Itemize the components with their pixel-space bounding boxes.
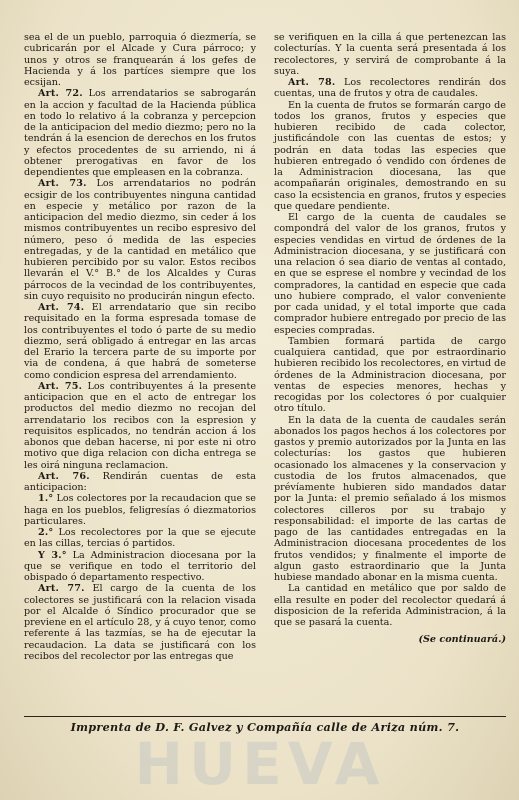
continuation-note: (Se continuará.) (418, 634, 506, 646)
paragraph-text: Los arrendatarios se sabrogarán en la accion y facultad de la Hacienda pública en todo lo relativo á la cobranza y percepcion de la anticipacion del medio diezmo; pero no la tendrán á la esencion de derechos en los frutos y efectos procedentes de su arriendo, ni á obtener prerogativas en favor de los dependientes que empleasen en la cobranza. (24, 88, 256, 178)
paragraph-text: El arrendatario que sin recibo requisitado en la forma espresada tomase de los contribuyentes el todo ó parte de su medio diezmo, será obligado á entregar en las arcas del Erario la tercera parte de su importe por via de condena, á que habrá de someterse como condicion espresa del arrendamiento. (24, 302, 256, 381)
paragraph (274, 336, 506, 415)
paragraph-text: Los recolectores rendirán dos cuentas, una de frutos y otra de caudales. (274, 77, 506, 100)
paragraph (274, 415, 506, 584)
paragraph (24, 493, 256, 527)
paragraph (274, 212, 506, 336)
article-number: Art. 72. (38, 88, 83, 100)
paragraph (24, 527, 256, 550)
article-number: Art. 74. (38, 302, 85, 313)
paragraph (274, 32, 506, 77)
paragraph (24, 381, 256, 471)
paragraph-text: Los recolectores por la que se ejecute en las cillas, tercias ó partidos. (24, 527, 256, 550)
paragraph-text: Los colectores por la recaudacion que se haga en los pueblos, feligresías ó diezmatorios particulares. (24, 493, 256, 527)
paragraph-text: Los contribuyentes á la presente anticipacion que en el acto de entregar los productos del medio diezmo no recojan del arrendatario los recibos con la espresion y requisitos esplicados, no tendrán accion á los abonos que deban hacerse, ni por este ni otro motivo que diga relacion con dicha entrega se les oirá ninguna reclamacion. (24, 380, 256, 471)
paragraph-text: El cargo de la cuenta de los colectores se justificará con la relacion visada por el Alcalde ó Síndico procurador que se previene en el artículo 28, y á cuyo tenor, como referente á las tazmías, se ha de ejecutar la recaudacion. La data se justificará con los recibos del recolector por las entregas que (24, 583, 256, 662)
paragraph (274, 100, 506, 213)
paragraph (24, 550, 256, 584)
paragraph-text: La cantidad en metálico que por saldo de ella resulte en poder del recolector quedará á disposicion de la referida Administracion, á la que se pasará la cuenta. (274, 583, 506, 628)
article-number: Art. 75. (38, 380, 83, 392)
paragraph-text: sea el de un pueblo, parroquia ó diezmería, se cubricarán por el Alcade y Cura párroco; y unos y otros se franquearán á los gefes de Hacienda y á los partíces siempre que los ecsijan. (24, 32, 256, 88)
paragraph-text: En la cuenta de frutos se formarán cargo de todos los granos, frutos y especies que hubieren recibido de cada colector, justificándole con las cuentas de estos; y podrán en data todas las especies que hubieren entregado ó vendido con órdenes de la Administracion diocesana, las que acompañarán originales, demostrando en su caso la ecsistencia en granos, frutos y especies que quedare pendiente. (274, 99, 506, 212)
paragraph-text: Tambien formará partida de cargo cualquiera cantidad, que por estraordinario hubieren recibido los recolectores, en virtud de órdenes de la Administracion diocesana, por ventas de especies menores, hechas y recogidas por los colectores ó por cualquier otro título. (274, 335, 506, 415)
paragraph (24, 32, 256, 88)
paragraph-text: En la data de la cuenta de caudales serán abonados los pagos hechos á los colectores por gastos y premio autorizados por la Junta en las colecturías: los gastos que hubieren ocasionado los almacenes y la conservacion y custodia de los frutos almacenados, que prévíamente hubieren sido mandados datar por la Junta: el premio señalado á los mismos colectores cilleros por su trabajo y responsabilidad: el importe de las cartas de pago de las cantidades entregadas en la Administracion diocesana procedentes de los frutos vendidos; y finalmente el importe de algun gasto estraordinario que la Junta hubiese mandado abonar en la misma cuenta. (274, 414, 506, 583)
paragraph (24, 471, 256, 494)
paragraph (24, 302, 256, 381)
paragraph (24, 583, 256, 662)
article-number: 2.° (38, 527, 54, 538)
article-number: Art. 73. (38, 178, 87, 190)
article-number: Art. 77. (38, 583, 85, 595)
paragraph (274, 77, 506, 100)
article-number: Art. 76. (38, 470, 90, 482)
article-number: Y 3.° (38, 549, 67, 561)
paragraph (274, 583, 506, 628)
imprint-line: Imprenta de D. F. Galvez y Compañía calle de Ariza núm. 7. (70, 720, 460, 734)
paragraph-text: La Administracion diocesana por la que se verifique en todo el territorio del obispado ó departamento respectivo. (24, 549, 256, 583)
paragraph (24, 178, 256, 302)
right-column (274, 32, 506, 646)
paragraph-text: Rendirán cuentas de esta anticipacion: (24, 470, 256, 493)
paragraph (24, 88, 256, 178)
article-number: Art. 78. (288, 77, 336, 88)
footer-rule (24, 716, 506, 717)
left-column (24, 32, 256, 662)
watermark-logo: HUEVA (134, 730, 386, 798)
paragraph-text: El cargo de la cuenta de caudales se compondrá del valor de los granos, frutos y especies vendidas en virtud de órdenes de la Administracion diocesana, y se justificará con una relacion ó sea diario de ventas al contado, en que se esprese el nombre y vecindad de los compradores, la cantidad en especie que cada uno hubiere comprado, el valor conveniente por cada unidad, y el total importe que cada comprador hubiere entregado por precio de las especies compradas. (274, 212, 506, 336)
article-number: 1.° (38, 493, 54, 505)
paragraph-text: se verifiquen en la cilla á que pertenezcan las colecturías. Y la cuenta será presentada á los recolectores, y servirá de comprobante á la suya. (274, 32, 506, 77)
paragraph-text: Los arrendatarios no podrán ecsigir de los contribuyentes ninguna cantidad en especie y metálico por razon de la anticipacion del medio diezmo, sin ceder á los mismos contribuyentes un recibo espresivo del número, peso ó medida de las especies entregadas, y de la cantidad en metálico que hubieren percibido por su valor. Estos recibos llevarán el V.° B.° de los Alcaldes y Curas párrocos de la vecindad de los contribuyentes, sin cuyo requisito no producirán ningun efecto. (24, 178, 256, 302)
